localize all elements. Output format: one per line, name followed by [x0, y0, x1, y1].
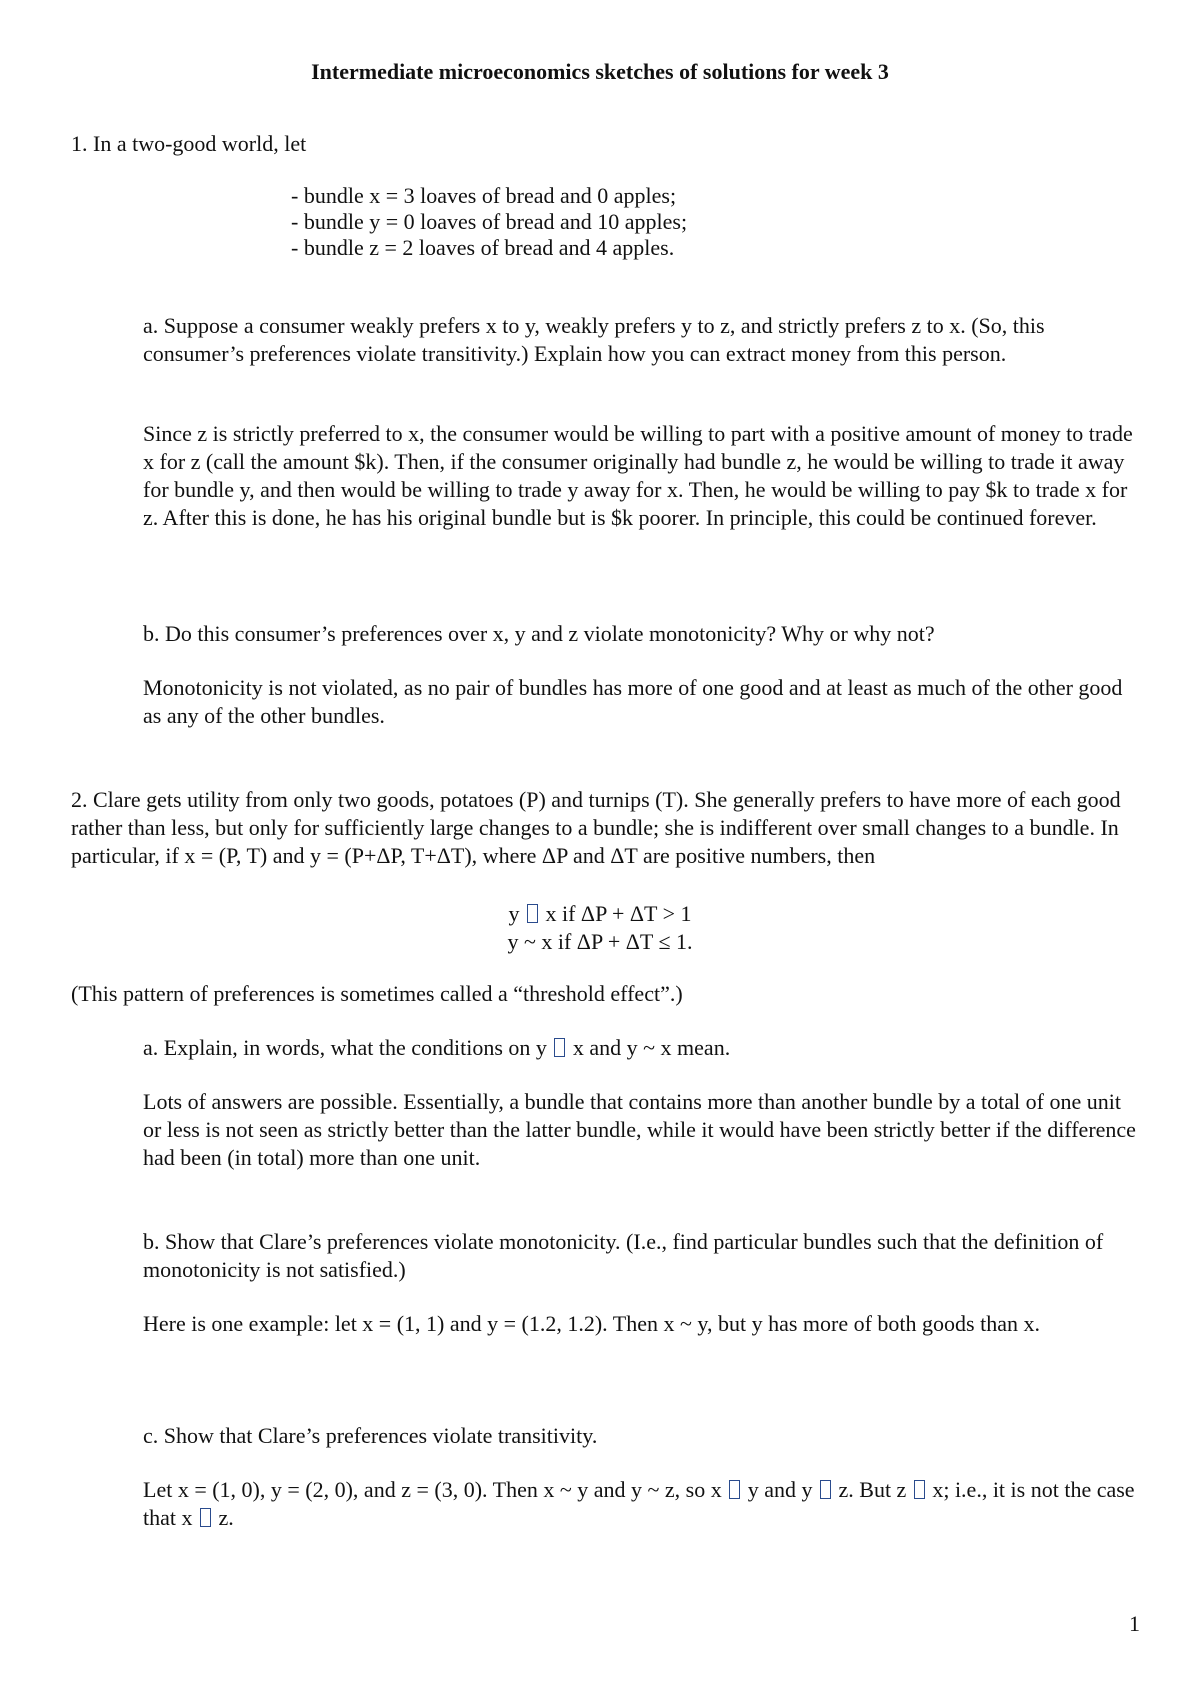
q2c-answer-part5: z.	[213, 1505, 234, 1530]
q2c-answer-part3: z. But z	[833, 1477, 912, 1502]
q2-indifference-condition: y ~ x if ΔP + ΔT ≤ 1.	[507, 929, 693, 954]
page-number: 1	[1129, 1611, 1140, 1636]
q2-intro: 2. Clare gets utility from only two goods, potatoes (P) and turnips (T). She generally prefers to have more of each good rather than less, but only for sufficiently large changes to a bundle; she is indifferent over small changes to a bundle. In particular, if x = (P, T) and y = (P+ΔP, T+ΔT), where ΔP and ΔT are positive numbers, then	[71, 787, 1121, 868]
q2c-answer-part1: Let x = (1, 0), y = (2, 0), and z = (3, 0). Then x ~ y and y ~ z, so x	[143, 1477, 728, 1502]
q1-intro: 1. In a two-good world, let	[71, 131, 307, 156]
q1-bundle-y: - bundle y = 0 loaves of bread and 10 apples;	[291, 209, 688, 234]
strict-preference-symbol	[200, 1508, 211, 1527]
q2c-answer-part4: x; i.e., it is not the case that x	[143, 1477, 1135, 1530]
strict-preference-symbol	[914, 1480, 925, 1499]
q1a-question: a. Suppose a consumer weakly prefers x to y, weakly prefers y to z, and strictly prefers z to x. (So, this consumer’s preferences violate transitivity.) Explain how you can extract money from this person.	[143, 313, 1045, 366]
q1b-question: b. Do this consumer’s preferences over x, y and z violate monotonicity? Why or why not?	[143, 621, 935, 646]
strict-preference-symbol	[554, 1038, 565, 1057]
q2c-answer-part2: y and y	[742, 1477, 818, 1502]
page-title: Intermediate microeconomics sketches of solutions for week 3	[311, 59, 889, 84]
q2c-answer	[143, 1476, 1143, 1532]
q1-bundle-z: - bundle z = 2 loaves of bread and 4 apples.	[291, 235, 675, 260]
q2b-answer: Here is one example: let x = (1, 1) and y = (1.2, 1.2). Then x ~ y, but y has more of both goods than x.	[143, 1311, 1040, 1336]
q2-cond1-prefix: y	[508, 901, 525, 926]
q1-bundle-x: - bundle x = 3 loaves of bread and 0 apples;	[291, 183, 677, 208]
q2-cond1-suffix: x if ΔP + ΔT > 1	[539, 901, 692, 926]
q1b-answer: Monotonicity is not violated, as no pair of bundles has more of one good and at least as much of the other good as any of the other bundles.	[143, 675, 1123, 728]
q2a-question-prefix: a. Explain, in words, what the conditions on y	[143, 1035, 553, 1060]
q2a-question	[143, 1034, 1153, 1062]
q2a-question-suffix: x and y ~ x mean.	[567, 1035, 731, 1060]
q2b-question: b. Show that Clare’s preferences violate monotonicity. (I.e., find particular bundles such that the definition of monotonicity is not satisfied.)	[143, 1229, 1104, 1282]
q2-note: (This pattern of preferences is sometimes called a “threshold effect”.)	[71, 981, 683, 1006]
strict-preference-symbol	[729, 1480, 740, 1499]
q2c-question: c. Show that Clare’s preferences violate transitivity.	[143, 1423, 598, 1448]
strict-preference-symbol	[527, 904, 538, 923]
q2-strict-condition	[0, 900, 1200, 928]
q1a-answer: Since z is strictly preferred to x, the consumer would be willing to part with a positive amount of money to trade x for z (call the amount $k). Then, if the consumer originally had bundle z, he would be willing to trade it away for bundle y, and then would be willing to trade y away for x. Then, he would be willing to pay $k to trade x for z. After this is done, he has his original bundle but is $k poorer. In principle, this could be continued forever.	[143, 421, 1133, 530]
q2a-answer: Lots of answers are possible. Essentially, a bundle that contains more than another bundle by a total of one unit or less is not seen as strictly better than the latter bundle, while it would have been strictly better if the difference had been (in total) more than one unit.	[143, 1089, 1136, 1170]
strict-preference-symbol	[820, 1480, 831, 1499]
